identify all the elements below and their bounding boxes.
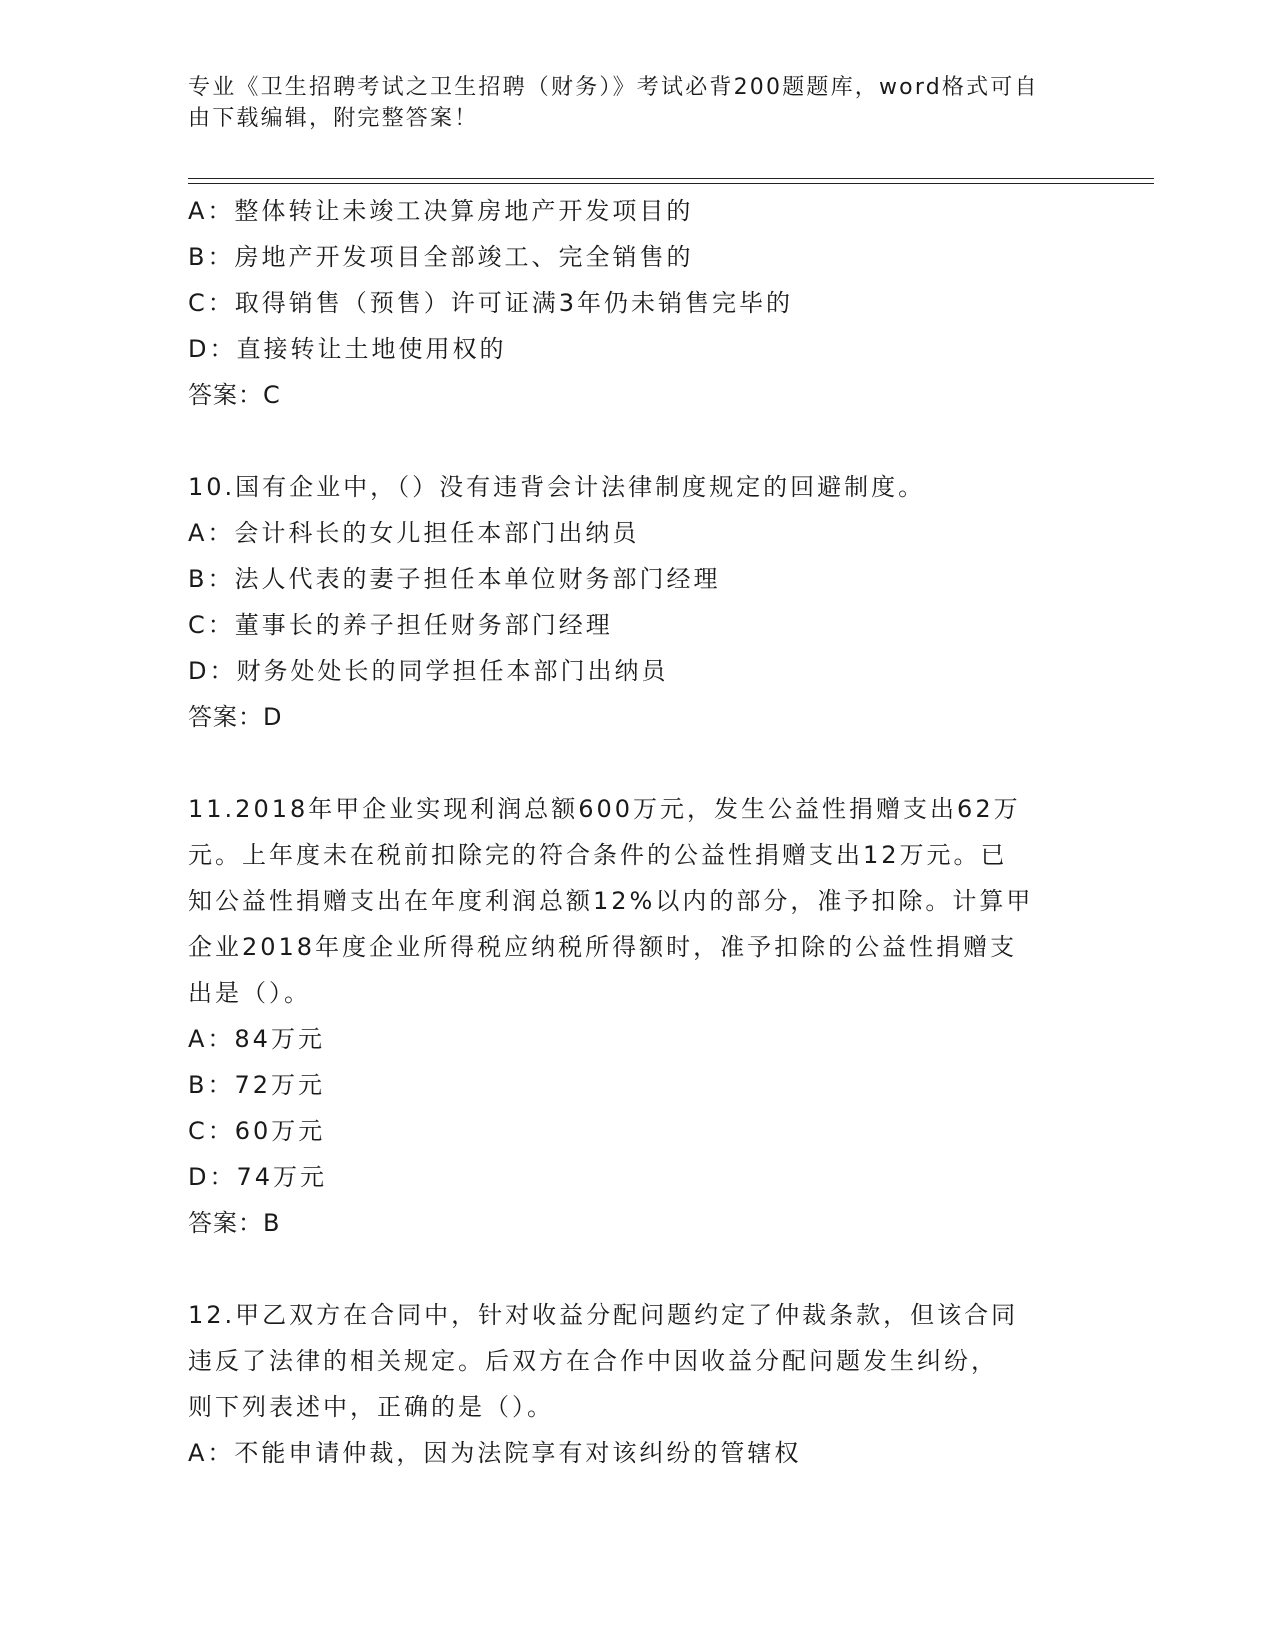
header-rule-top xyxy=(188,178,1154,179)
option-b: B：房地产开发项目全部竣工、完全销售的 xyxy=(188,243,694,271)
option-c: C：取得销售（预售）许可证满3年仍未销售完毕的 xyxy=(188,289,794,317)
question-stem-line: 企业2018年度企业所得税应纳税所得额时，准予扣除的公益性捐赠支 xyxy=(188,933,1018,961)
spacer xyxy=(188,1246,1078,1292)
option-a: A：整体转让未竣工决算房地产开发项目的 xyxy=(188,197,694,225)
question-stem-line: 11.2018年甲企业实现利润总额600万元，发生公益性捐赠支出62万 xyxy=(188,795,1021,823)
question-stem: 10.国有企业中，（）没有违背会计法律制度规定的回避制度。 xyxy=(188,473,926,501)
question-stem-line: 知公益性捐赠支出在年度利润总额12%以内的部分，准予扣除。计算甲 xyxy=(188,887,1034,915)
question-stem-line: 12.甲乙双方在合同中，针对收益分配问题约定了仲裁条款，但该合同 xyxy=(188,1301,1019,1329)
intro-line-2: 由下载编辑，附完整答案！ xyxy=(188,106,479,131)
option-b: B：72万元 xyxy=(188,1071,326,1099)
question-10 xyxy=(188,464,1078,740)
answer: 答案：B xyxy=(188,1209,281,1237)
spacer xyxy=(188,418,1078,464)
question-stem-line: 出是（）。 xyxy=(188,979,311,1007)
question-stem-line: 违反了法律的相关规定。后双方在合作中因收益分配问题发生纠纷， xyxy=(188,1347,998,1375)
question-9 xyxy=(188,188,1078,418)
option-c: C：60万元 xyxy=(188,1117,326,1145)
option-c: C：董事长的养子担任财务部门经理 xyxy=(188,611,613,639)
question-12 xyxy=(188,1292,1078,1476)
option-a: A：84万元 xyxy=(188,1025,325,1053)
answer: 答案：D xyxy=(188,703,283,731)
option-a: A：不能申请仲裁，因为法院享有对该纠纷的管辖权 xyxy=(188,1439,802,1467)
document-intro xyxy=(188,72,1078,134)
option-d: D：74万元 xyxy=(188,1163,328,1191)
option-d: D：财务处处长的同学担任本部门出纳员 xyxy=(188,657,669,685)
intro-line-1: 专业《卫生招聘考试之卫生招聘（财务）》考试必背200题题库，word格式可自 xyxy=(188,75,1039,100)
header-rule-bottom xyxy=(188,183,1154,184)
spacer xyxy=(188,740,1078,786)
question-stem-line: 元。上年度未在税前扣除完的符合条件的公益性捐赠支出12万元。已 xyxy=(188,841,1008,869)
answer: 答案：C xyxy=(188,381,281,409)
option-d: D：直接转让土地使用权的 xyxy=(188,335,507,363)
question-list xyxy=(188,188,1078,1476)
question-stem-line: 则下列表述中，正确的是（）。 xyxy=(188,1393,554,1421)
option-a: A：会计科长的女儿担任本部门出纳员 xyxy=(188,519,640,547)
question-11 xyxy=(188,786,1078,1246)
option-b: B：法人代表的妻子担任本单位财务部门经理 xyxy=(188,565,721,593)
